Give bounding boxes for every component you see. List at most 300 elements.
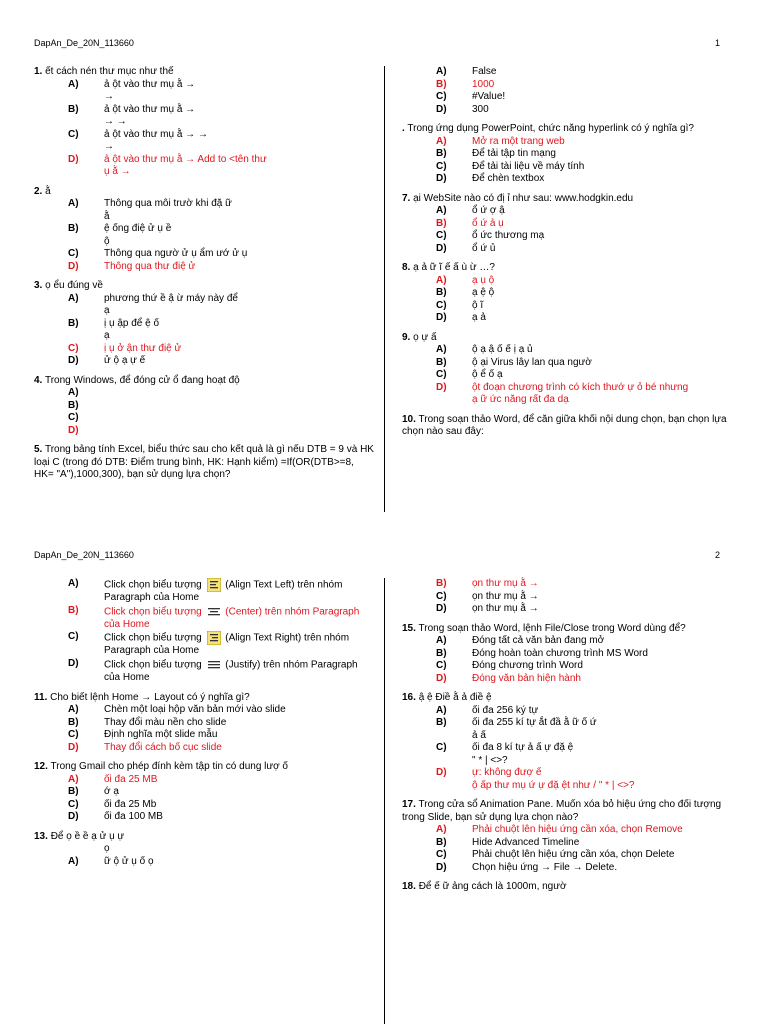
answer-option <box>34 704 374 717</box>
question <box>402 799 732 874</box>
answer-option <box>402 862 732 875</box>
answer-option <box>402 300 732 313</box>
option-text: ữ ộ ử ụ ố ọ <box>104 855 154 867</box>
option-label <box>34 843 104 856</box>
option-label: A) <box>68 292 79 304</box>
option-label: C) <box>436 369 447 380</box>
question-number: 12. <box>34 761 48 773</box>
option-label <box>402 394 472 407</box>
answer-option <box>34 318 374 331</box>
option-text: Phải chuột lên hiệu ứng cần xóa, chọn Remove <box>472 824 683 835</box>
option-text: → → <box>104 116 127 127</box>
option-text: ọn thư mụ ằ → <box>472 590 539 602</box>
answer-option <box>402 357 732 370</box>
question-number: 16. <box>402 692 416 703</box>
question-stem <box>34 280 374 293</box>
option-label: C) <box>436 849 447 860</box>
option-label <box>34 166 104 179</box>
option-text: #Value! <box>472 91 506 102</box>
option-label: A) <box>68 704 79 716</box>
question-number: 1. <box>34 66 43 77</box>
question-text: Trong bảng tính Excel, biểu thức sau cho kết quả là gì nếu DTB = 9 và HK loại C (trong đó DTB: Điểm trung bình, HK: Hạnh kiểm) =If(OR(DTB>=8, HK= "A"),1000,300), bạn sử dụng lựa chọn? <box>34 444 374 480</box>
answer-option <box>34 154 374 167</box>
question-number: 4. <box>34 374 43 386</box>
answer-option <box>34 79 374 92</box>
answer-option <box>402 660 732 673</box>
answer-option <box>34 387 374 400</box>
option-label <box>34 305 104 318</box>
answer-option <box>402 730 732 743</box>
option-text: Click chọn biểu tượng (Center) trên nhóm Paragraph của Home <box>104 606 360 630</box>
answer-option <box>34 631 374 658</box>
option-label: B) <box>68 223 79 234</box>
question-number: 5. <box>34 444 43 455</box>
option-text: " * | <>? <box>472 754 508 766</box>
question-stem <box>34 66 374 79</box>
option-label: C) <box>436 91 447 102</box>
answer-option <box>34 141 374 154</box>
answer-option <box>402 717 732 730</box>
option-label: D) <box>436 173 447 184</box>
option-label: D) <box>436 381 447 393</box>
option-text: 300 <box>472 103 489 115</box>
question-stem <box>402 692 732 705</box>
option-label: A) <box>68 78 79 90</box>
answer-option <box>402 394 732 407</box>
page-header: DapAn_De_20N_113660 <box>34 38 134 48</box>
option-label: B) <box>436 578 447 589</box>
question-stem <box>402 414 732 439</box>
answer-option <box>402 591 732 604</box>
option-label <box>34 236 104 249</box>
question-stem <box>402 881 732 894</box>
option-label: B) <box>68 604 79 616</box>
question-number: 9. <box>402 331 411 343</box>
answer-option <box>34 236 374 249</box>
option-text: ối đa 25 Mb <box>104 798 157 810</box>
option-text: ộ ể ố ạ <box>472 369 503 380</box>
option-text: ột đoạn chương trình có kích thướ ự ỏ bé nhưng <box>472 381 689 393</box>
option-text: ạ ụ ộ <box>472 274 495 286</box>
answer-option <box>34 211 374 224</box>
option-label: D) <box>436 861 447 873</box>
answer-option <box>34 425 374 438</box>
option-text: Click chọn biểu tượng (Justify) trên nhóm Paragraph của Home <box>104 659 358 684</box>
option-text: ối đa 25 MB <box>104 773 158 785</box>
option-text: Chèn một loại hộp văn bản mới vào slide <box>104 704 286 716</box>
option-text: Định nghĩa một slide mẫu <box>104 729 218 741</box>
option-label <box>34 116 104 129</box>
question-stem <box>402 332 732 345</box>
question <box>34 761 374 824</box>
option-label: D) <box>436 603 447 614</box>
answer-option <box>34 742 374 755</box>
right-column <box>402 578 732 901</box>
option-label: A) <box>436 635 447 646</box>
option-label: C) <box>436 660 447 671</box>
right-column <box>402 66 732 446</box>
page-header: DapAn_De_20N_113660 <box>34 550 134 560</box>
question-stem <box>34 761 374 774</box>
answer-option <box>34 786 374 799</box>
option-text: ổ ứ ợ ậ <box>472 205 505 216</box>
option-label: D) <box>436 672 447 684</box>
answer-option <box>34 223 374 236</box>
option-text: Thông qua môi trườ khi đặ ữ <box>104 198 232 209</box>
answer-option <box>402 173 732 186</box>
question-stem <box>34 375 374 388</box>
question-number: 15. <box>402 622 416 634</box>
answer-option <box>402 369 732 382</box>
option-label: C) <box>68 342 79 354</box>
center-icon <box>207 605 221 619</box>
answer-option <box>402 603 732 616</box>
option-text: ạ ệ ộ <box>472 287 495 298</box>
option-label: A) <box>436 66 447 77</box>
option-label: C) <box>68 798 79 810</box>
option-text: → <box>104 91 114 102</box>
answer-option <box>402 635 732 648</box>
question <box>34 186 374 274</box>
option-label <box>402 780 472 793</box>
option-text: ổ ức thương mạ <box>472 230 545 241</box>
option-text: Mở ra một trang web <box>472 135 565 147</box>
question <box>402 623 732 686</box>
answer-option <box>34 729 374 742</box>
question <box>402 123 732 186</box>
option-label: D) <box>68 424 79 436</box>
answer-option <box>34 166 374 179</box>
option-text: ộ ạ ậ ố ế ị ạ ủ <box>472 344 533 355</box>
justify-icon <box>207 658 221 672</box>
question-number: 17. <box>402 799 416 810</box>
question-text: Trong ứng dụng PowerPoint, chức năng hyperlink có ý nghĩa gì? <box>407 123 694 134</box>
question-text: Trong soạn thảo Word, để căn giữa khối nội dung chọn, bạn chọn lựa chọn nào sau đây: <box>402 413 727 437</box>
question-stem <box>402 623 732 636</box>
option-label: D) <box>68 657 79 669</box>
page-number: 1 <box>714 38 720 48</box>
question-text: ậ ệ Điề ằ ả điề ệ <box>418 692 492 703</box>
align-right-icon <box>207 631 221 645</box>
option-text: False <box>472 66 497 77</box>
option-label <box>34 330 104 343</box>
option-label: B) <box>68 716 79 728</box>
option-text: ạ ữ ức năng rất đa dạ <box>472 394 569 405</box>
question <box>402 881 732 894</box>
option-text: ối đa 256 ký tự <box>472 704 539 716</box>
option-text: ộ ấp thư mụ ứ ự đặ ệt như / " * | <>? <box>472 779 635 791</box>
question-text: ại WebSite nào có đị ỉ như sau: www.hodgkin.edu <box>413 192 634 204</box>
answer-option <box>34 578 374 605</box>
answer-option <box>34 91 374 104</box>
option-text: ả ột vào thư mụ ằ → <box>104 103 196 115</box>
page-2 <box>0 512 768 1024</box>
option-text: Click chọn biểu tượng (Align Text Left) trên nhóm Paragraph của Home <box>104 579 343 604</box>
answer-option <box>402 230 732 243</box>
answer-option <box>402 344 732 357</box>
option-text: ị ụ ở ận thư điệ ử <box>104 342 182 354</box>
option-text: Thông qua thư điệ ử <box>104 260 196 272</box>
option-label: A) <box>436 344 447 355</box>
answer-option <box>402 243 732 256</box>
option-text: ằ <box>104 210 110 222</box>
question-stem <box>402 193 732 206</box>
answer-option <box>34 400 374 413</box>
question <box>402 193 732 256</box>
option-label: B) <box>436 356 447 368</box>
answer-option <box>402 66 732 79</box>
answer-option <box>402 705 732 718</box>
option-label: B) <box>68 786 79 798</box>
question <box>402 692 732 792</box>
answer-option <box>402 849 732 862</box>
answer-option <box>34 261 374 274</box>
option-text: ọn thư mụ ằ → <box>472 603 539 614</box>
answer-option <box>402 136 732 149</box>
option-label: B) <box>436 217 447 229</box>
question <box>34 692 374 755</box>
question-stem <box>34 831 374 844</box>
option-text: ị ụ ập để ệ ố <box>104 317 160 329</box>
option-text: ả ấ <box>472 729 486 741</box>
question <box>402 262 732 325</box>
option-label: C) <box>68 128 79 140</box>
option-label <box>34 91 104 104</box>
option-label: B) <box>436 78 447 90</box>
question-text: Để ế ữ ảng cách là 1000m, ngườ <box>418 881 567 892</box>
option-text: Đóng văn bản hiện hành <box>472 672 581 684</box>
option-text: ự: không đượ ế <box>472 767 542 778</box>
option-text: ạ ả <box>472 312 486 323</box>
question-number: . <box>402 123 405 134</box>
option-text: ổ ứ ủ <box>472 242 496 254</box>
option-text: ối đa 255 kí tự ắt đầ ằ ữ ố ứ <box>472 717 597 728</box>
option-label <box>402 730 472 743</box>
option-text <box>104 400 374 413</box>
question-number: 3. <box>34 280 43 291</box>
answer-option <box>34 856 374 869</box>
left-column <box>34 578 374 875</box>
option-text <box>104 412 374 425</box>
option-text: ộ ĩ <box>472 299 484 311</box>
question-text: Trong cửa sổ Animation Pane. Muốn xóa bỏ hiệu ứng cho đối tượng trong Slide, bạn sử dụng lựa chọn nào? <box>402 799 722 823</box>
answer-option <box>34 799 374 812</box>
question <box>34 831 374 869</box>
question-number: 10. <box>402 413 416 425</box>
question-text: ết cách nén thư mục như thế <box>45 66 174 77</box>
answer-option <box>402 79 732 92</box>
option-text: Đóng hoàn toàn chương trình MS Word <box>472 647 648 659</box>
option-label: C) <box>436 230 447 241</box>
option-text: Đóng chương trình Word <box>472 660 583 671</box>
option-label: A) <box>436 704 447 716</box>
answer-option <box>402 205 732 218</box>
answer-option <box>34 129 374 142</box>
left-column <box>34 66 374 489</box>
question <box>402 66 732 116</box>
option-text: ệ ống điệ ử ụ ề <box>104 223 172 234</box>
option-label <box>402 755 472 768</box>
option-text <box>104 387 374 400</box>
question-stem <box>402 123 732 136</box>
question-number: 11. <box>34 691 48 703</box>
question-text: Trong soạn thảo Word, lệnh File/Close trong Word dùng để? <box>418 622 686 634</box>
option-label <box>34 211 104 224</box>
option-label: C) <box>436 742 447 753</box>
option-label: A) <box>68 387 79 398</box>
question-stem <box>34 692 374 705</box>
option-text: ộ <box>104 235 110 247</box>
question <box>402 332 732 407</box>
option-text: Thay đổi cách bố cục slide <box>104 741 222 753</box>
answer-option <box>402 218 732 231</box>
option-text: Để tải tài liệu về máy tính <box>472 160 585 172</box>
answer-option <box>402 673 732 686</box>
option-text: phương thứ ề ậ ừ máy này để <box>104 292 238 304</box>
option-text: ọn thư mụ ằ → <box>472 578 539 589</box>
answer-option <box>402 275 732 288</box>
option-text: Phải chuột lên hiệu ứng cần xóa, chọn Delete <box>472 849 675 860</box>
option-text: Hide Advanced Timeline <box>472 836 580 848</box>
answer-option <box>34 343 374 356</box>
option-label: C) <box>68 631 79 643</box>
option-text: ả ột vào thư mụ ằ → Add to <tên thư <box>104 153 267 165</box>
answer-option <box>402 780 732 793</box>
question <box>34 578 374 685</box>
question-stem <box>402 262 732 275</box>
option-text: 1000 <box>472 78 495 90</box>
option-label: A) <box>436 135 447 147</box>
option-text: Để chèn textbox <box>472 173 545 184</box>
option-text: ử ộ ạ ự ế <box>104 355 146 366</box>
option-label: A) <box>68 855 79 867</box>
answer-option <box>34 293 374 306</box>
option-label: A) <box>68 578 79 589</box>
question-text: ọ ự ấ <box>413 331 437 343</box>
answer-option <box>34 774 374 787</box>
option-label: D) <box>436 767 447 778</box>
page-number: 2 <box>714 550 720 560</box>
question <box>34 375 374 438</box>
question-text: Trong Gmail cho phép đính kèm tập tin có dung lượ ố <box>50 761 288 773</box>
option-text: ụ ằ → <box>104 166 131 177</box>
question-text: ằ <box>45 185 51 197</box>
option-text: → <box>104 141 114 152</box>
question-number: 2. <box>34 185 43 197</box>
question-stem <box>402 799 732 824</box>
option-label: B) <box>436 148 447 159</box>
option-text: ộ ại Virus lây lan qua ngườ <box>472 356 592 368</box>
question-number: 8. <box>402 262 411 273</box>
question-text: Để ọ ề ề ạ ử ụ ự <box>50 830 125 842</box>
option-text: ổ ứ ả ụ <box>472 217 504 229</box>
option-label: C) <box>436 160 447 172</box>
question-text: ạ ả ữ ĩ ế ấ ù ừ …? <box>413 262 495 273</box>
option-label: C) <box>68 729 79 741</box>
option-label: A) <box>436 824 447 835</box>
option-label: D) <box>68 260 79 272</box>
answer-option <box>34 811 374 824</box>
option-text: Chọn hiệu ứng → File → Delete. <box>472 861 618 873</box>
answer-option <box>34 717 374 730</box>
option-label: D) <box>436 103 447 115</box>
option-text: ọ <box>104 843 110 855</box>
answer-option <box>34 104 374 117</box>
option-label: C) <box>436 590 447 602</box>
answer-option <box>402 287 732 300</box>
question-number: 7. <box>402 192 411 204</box>
column-divider <box>384 578 385 1024</box>
option-label: C) <box>436 299 447 311</box>
answer-option <box>34 116 374 129</box>
option-label: A) <box>436 274 447 286</box>
answer-option <box>34 305 374 318</box>
option-text: ạ <box>104 330 110 341</box>
answer-option <box>402 755 732 768</box>
option-text: ả ột vào thư mụ ằ → <box>104 78 196 90</box>
option-label: D) <box>68 153 79 165</box>
answer-option <box>402 648 732 661</box>
answer-option <box>402 767 732 780</box>
answer-option <box>402 91 732 104</box>
answer-option <box>34 658 374 685</box>
option-label <box>34 141 104 154</box>
option-label: C) <box>68 248 79 259</box>
option-label: D) <box>68 741 79 753</box>
option-label: B) <box>436 287 447 298</box>
option-text: Thông qua ngườ ử ụ ẩm ướ ử ụ <box>104 248 248 259</box>
answer-option <box>34 330 374 343</box>
option-label: D) <box>68 811 79 823</box>
question-number: 18. <box>402 881 416 892</box>
column-divider <box>384 66 385 512</box>
option-label: D) <box>436 312 447 323</box>
question-text: Cho biết lệnh Home → Layout có ý nghĩa gì? <box>50 691 250 703</box>
option-label: A) <box>436 205 447 216</box>
question <box>34 66 374 179</box>
option-text: ối đa 8 kí tự ả ấ ự đặ ệ <box>472 742 574 753</box>
question <box>34 444 374 482</box>
option-text: ối đa 100 MB <box>104 811 163 823</box>
question <box>402 578 732 616</box>
answer-option <box>402 578 732 591</box>
question-text: ọ ểu đúng về <box>45 280 103 291</box>
option-label: B) <box>68 103 79 115</box>
answer-option <box>402 837 732 850</box>
option-label: B) <box>68 317 79 329</box>
option-label: B) <box>68 399 79 411</box>
answer-option <box>34 198 374 211</box>
answer-option <box>34 412 374 425</box>
answer-option <box>402 742 732 755</box>
answer-option <box>34 355 374 368</box>
option-label: D) <box>68 355 79 366</box>
option-label: C) <box>68 412 79 423</box>
answer-option <box>402 824 732 837</box>
answer-option <box>402 382 732 395</box>
question-number: 13. <box>34 830 48 842</box>
option-label: D) <box>436 242 447 254</box>
question-stem <box>34 444 374 482</box>
question-text: Trong Windows, để đóng cử ổ đang hoạt độ <box>44 374 240 386</box>
option-text <box>104 425 374 438</box>
option-text: ớ ạ <box>104 786 119 798</box>
answer-option <box>402 161 732 174</box>
question <box>34 280 374 368</box>
question <box>402 414 732 439</box>
answer-option <box>34 843 374 856</box>
answer-option <box>402 148 732 161</box>
